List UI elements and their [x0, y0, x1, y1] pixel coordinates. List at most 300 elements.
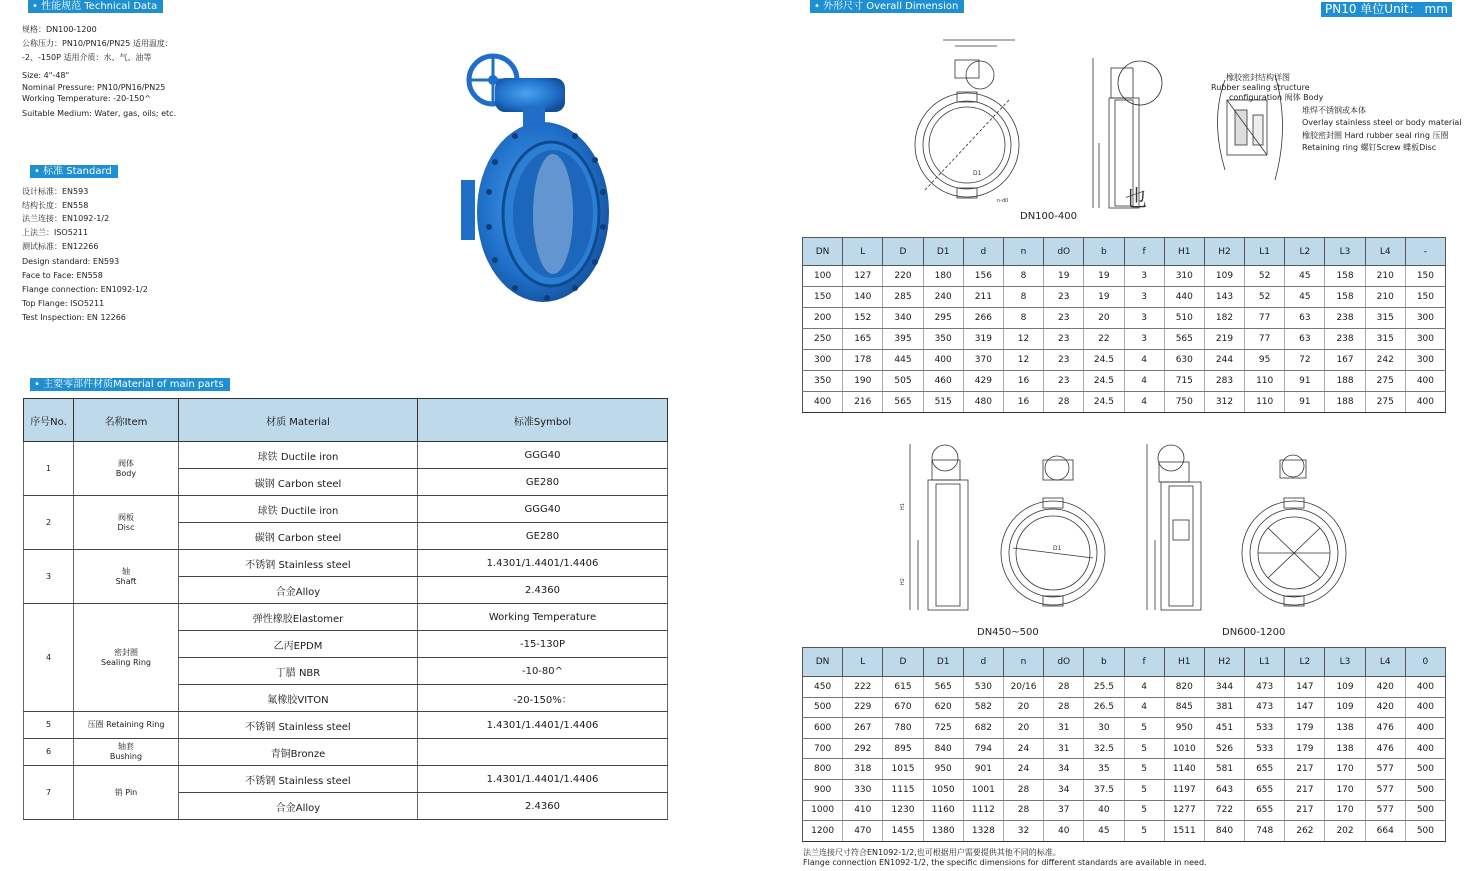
material-no-cell: 1 — [24, 442, 74, 496]
dimension-header-cell: f — [1124, 648, 1164, 677]
dimension-cell: 31 — [1044, 738, 1084, 759]
seal-legend-line: 橡胶密封圈 Hard rubber seal ring 压圈 — [1302, 131, 1449, 140]
dimension-cell: 158 — [1325, 266, 1365, 287]
dimension-cell: 1197 — [1164, 779, 1204, 800]
dimension-cell: 37.5 — [1084, 779, 1124, 800]
dimension-cell: 445 — [883, 350, 923, 371]
dimension-cell: 800 — [803, 759, 843, 780]
material-symbol-cell: 1.4301/1.4401/1.4406 — [418, 712, 668, 739]
dimension-cell: 77 — [1245, 329, 1285, 350]
dimension-header-cell: d — [963, 648, 1003, 677]
dimension-cell: 30 — [1084, 718, 1124, 739]
dimension-cell: 577 — [1365, 800, 1405, 821]
material-tag: • 主要零部件材质Material of main parts — [30, 378, 230, 391]
dimension-cell: 381 — [1204, 697, 1244, 718]
dimension-cell: 34 — [1044, 759, 1084, 780]
dimension-cell: 40 — [1044, 821, 1084, 842]
dimension-cell: 845 — [1164, 697, 1204, 718]
dimension-row — [803, 371, 1446, 392]
dimension-cell: 577 — [1365, 759, 1405, 780]
dimension-cell: 23 — [1044, 308, 1084, 329]
unit-tag: PN10 单位Unit： mm — [1321, 2, 1452, 17]
dimension-row — [803, 738, 1446, 759]
dimension-cell: 500 — [1405, 821, 1445, 842]
dimension-cell: 4 — [1124, 371, 1164, 392]
dimension-cell: 95 — [1245, 350, 1285, 371]
standard-tag: • 标准 Standard — [30, 165, 118, 178]
dimension-header-cell: - — [1405, 238, 1445, 266]
dimension-cell: 400 — [923, 350, 963, 371]
dimension-cell: 12 — [1003, 329, 1043, 350]
material-name-cell: 合金Alloy — [179, 577, 418, 604]
dimension-cell: 515 — [923, 392, 963, 413]
dimension-cell: 156 — [963, 266, 1003, 287]
dimension-cell: 1328 — [963, 821, 1003, 842]
svg-text:n-d0: n-d0 — [997, 198, 1009, 204]
dimension-cell: 4 — [1124, 392, 1164, 413]
dimension-row — [803, 350, 1446, 371]
caption-dn600-1200: DN600-1200 — [1222, 627, 1286, 638]
dimension-cell: 244 — [1204, 350, 1244, 371]
technical-data-line: Nominal Pressure: PN10/PN16/PN25 — [22, 83, 166, 92]
dimension-cell: 210 — [1365, 266, 1405, 287]
material-name-cell: 碳钢 Carbon steel — [179, 469, 418, 496]
technical-data-line: -2、-150P 适用介质：水、气、油等 — [22, 53, 152, 62]
standard-line: Design standard: EN593 — [22, 257, 120, 266]
dimension-cell: 700 — [803, 738, 843, 759]
material-symbol-cell: -20-150%： — [418, 685, 668, 712]
dimension-cell: 147 — [1285, 697, 1325, 718]
dimension-cell: 4 — [1124, 350, 1164, 371]
dimension-cell: 565 — [1164, 329, 1204, 350]
dimension-cell: 34 — [1044, 779, 1084, 800]
dimension-cell: 219 — [1204, 329, 1244, 350]
material-name-cell: 球铁 Ductile iron — [179, 442, 418, 469]
dimension-header-cell: L3 — [1325, 238, 1365, 266]
seal-legend-line: Retaining ring 螺钉Screw 蝶板Disc — [1302, 143, 1437, 152]
dimension-header-cell: L1 — [1245, 648, 1285, 677]
seal-legend-line: Rubber sealing structure — [1211, 83, 1310, 92]
dimension-cell: 400 — [1405, 738, 1445, 759]
dimension-cell: 300 — [1405, 329, 1445, 350]
dimension-cell: 655 — [1245, 759, 1285, 780]
dimension-cell: 420 — [1365, 697, 1405, 718]
material-no-cell: 2 — [24, 496, 74, 550]
material-no-cell: 7 — [24, 766, 74, 820]
dimension-cell: 1380 — [923, 821, 963, 842]
dimension-row — [803, 697, 1446, 718]
dimension-cell: 188 — [1325, 371, 1365, 392]
dimension-cell: 5 — [1124, 759, 1164, 780]
dimension-cell: 895 — [883, 738, 923, 759]
dimension-cell: 52 — [1245, 287, 1285, 308]
material-item-cell: 轴套 Bushing — [74, 739, 179, 766]
dimension-cell: 500 — [803, 697, 843, 718]
dn450-500-side-drawing — [900, 440, 980, 622]
dimension-cell: 170 — [1325, 800, 1365, 821]
material-symbol-cell: -15-130P — [418, 631, 668, 658]
dimension-cell: 1010 — [1164, 738, 1204, 759]
dimension-cell: 664 — [1365, 821, 1405, 842]
dimension-cell: 476 — [1365, 718, 1405, 739]
dimension-cell: 32.5 — [1084, 738, 1124, 759]
dimension-cell: 350 — [803, 371, 843, 392]
dimension-cell: 19 — [1084, 266, 1124, 287]
dn600-1200-front-drawing — [1238, 438, 1350, 618]
material-symbol-cell: 2.4360 — [418, 577, 668, 604]
material-name-cell: 球铁 Ductile iron — [179, 496, 418, 523]
standard-line: 设计标准：EN593 — [22, 187, 89, 196]
dimension-header-cell: L — [843, 238, 883, 266]
dimension-cell: 450 — [803, 677, 843, 698]
dimension-cell: 473 — [1245, 677, 1285, 698]
dimension-cell: 45 — [1285, 266, 1325, 287]
dimension-cell: 577 — [1365, 779, 1405, 800]
dimension-cell: 182 — [1204, 308, 1244, 329]
material-table-body — [24, 442, 668, 820]
dimension-cell: 1160 — [923, 800, 963, 821]
dimension-header-cell: H2 — [1204, 648, 1244, 677]
dimension-cell: 275 — [1365, 392, 1405, 413]
dimension-header-cell: D — [883, 238, 923, 266]
material-row — [24, 550, 668, 577]
dimension-cell: 460 — [923, 371, 963, 392]
dimension-row — [803, 392, 1446, 413]
dimension-cell: 950 — [1164, 718, 1204, 739]
dimension-cell: 220 — [883, 266, 923, 287]
dimension-cell: 750 — [1164, 392, 1204, 413]
dimension-cell: 620 — [923, 697, 963, 718]
dimension-cell: 582 — [963, 697, 1003, 718]
dimension-cell: 565 — [883, 392, 923, 413]
dimension-cell: 4 — [1124, 677, 1164, 698]
dimension-cell: 20 — [1084, 308, 1124, 329]
dimension-cell: 91 — [1285, 392, 1325, 413]
material-item-cell: 销 Pin — [74, 766, 179, 820]
material-no-cell: 3 — [24, 550, 74, 604]
material-symbol-cell: GGG40 — [418, 496, 668, 523]
dimension-cell: 23 — [1044, 350, 1084, 371]
technical-data-line: Size: 4"-48" — [22, 71, 70, 80]
dimension-cell: 395 — [883, 329, 923, 350]
dimension-cell: 170 — [1325, 779, 1365, 800]
svg-text:H2: H2 — [900, 578, 906, 585]
dimension-cell: 217 — [1285, 800, 1325, 821]
dimension-cell: 152 — [843, 308, 883, 329]
dimension-cell: 24 — [1003, 738, 1043, 759]
dimension-cell: 682 — [963, 718, 1003, 739]
dimension-cell: 72 — [1285, 350, 1325, 371]
dimension-cell: 190 — [843, 371, 883, 392]
dimension-row — [803, 800, 1446, 821]
dimension-header-cell: L4 — [1365, 648, 1405, 677]
dimension-cell: 500 — [1405, 779, 1445, 800]
dimension-header-cell: DN — [803, 238, 843, 266]
dimension-cell: 3 — [1124, 287, 1164, 308]
standard-line: Face to Face: EN558 — [22, 271, 103, 280]
dimension-cell: 167 — [1325, 350, 1365, 371]
material-no-cell: 6 — [24, 739, 74, 766]
material-row — [24, 442, 668, 469]
dimension-cell: 109 — [1204, 266, 1244, 287]
material-symbol-cell: GE280 — [418, 469, 668, 496]
dimension-cell: 283 — [1204, 371, 1244, 392]
dimension-cell: 840 — [923, 738, 963, 759]
dimension-header-cell: f — [1124, 238, 1164, 266]
seal-legend-line: 堆焊不锈钢或本体 — [1302, 106, 1366, 115]
dimension-header-cell: L3 — [1325, 648, 1365, 677]
dimension-header-cell: H1 — [1164, 238, 1204, 266]
dimension-cell: 63 — [1285, 329, 1325, 350]
material-name-cell: 合金Alloy — [179, 793, 418, 820]
dimension-cell: 440 — [1164, 287, 1204, 308]
material-item-cell: 压圈 Retaining Ring — [74, 712, 179, 739]
svg-text:D1: D1 — [973, 170, 982, 177]
material-name-cell: 不锈钢 Stainless steel — [179, 766, 418, 793]
dimension-cell: 950 — [923, 759, 963, 780]
dimension-cell: 211 — [963, 287, 1003, 308]
dimension-cell: 300 — [1405, 350, 1445, 371]
dimension-cell: 32 — [1003, 821, 1043, 842]
dimension-cell: 400 — [1405, 392, 1445, 413]
standard-line: Top Flange: ISO5211 — [22, 299, 105, 308]
dimension-cell: 242 — [1365, 350, 1405, 371]
dimension-cell: 16 — [1003, 371, 1043, 392]
dimension-cell: 52 — [1245, 266, 1285, 287]
dimension-cell: 109 — [1325, 697, 1365, 718]
material-item-cell: 阀板 Disc — [74, 496, 179, 550]
technical-data-line: Working Temperature: -20-150^ — [22, 94, 152, 103]
dimension-header-cell: n — [1003, 648, 1043, 677]
dimension-row — [803, 287, 1446, 308]
dimension-cell: 1001 — [963, 779, 1003, 800]
dimension-cell: 350 — [923, 329, 963, 350]
dimension-cell: 5 — [1124, 738, 1164, 759]
dimension-cell: 840 — [1204, 821, 1244, 842]
dimension-cell: 581 — [1204, 759, 1244, 780]
material-row — [24, 496, 668, 523]
dimension-cell: 510 — [1164, 308, 1204, 329]
dimension-cell: 1277 — [1164, 800, 1204, 821]
material-name-cell: 氟橡胶VITON — [179, 685, 418, 712]
dimension-header-cell: n — [1003, 238, 1043, 266]
dimension-cell: 20 — [1003, 697, 1043, 718]
dimension-cell: 5 — [1124, 718, 1164, 739]
dimension-row — [803, 821, 1446, 842]
dimension-cell: 3 — [1124, 308, 1164, 329]
butterfly-valve-photo — [455, 52, 615, 310]
dimension-cell: 1112 — [963, 800, 1003, 821]
dimension-table-dn100-400 — [802, 237, 1446, 413]
dimension-cell: 400 — [1405, 677, 1445, 698]
dimension-cell: 400 — [1405, 371, 1445, 392]
material-row — [24, 604, 668, 631]
dimension-header-cell: d — [963, 238, 1003, 266]
dimension-cell: 22 — [1084, 329, 1124, 350]
dimension-header-cell: L2 — [1285, 238, 1325, 266]
dimension-cell: 8 — [1003, 266, 1043, 287]
dimension-cell: 8 — [1003, 308, 1043, 329]
dimension-cell: 45 — [1084, 821, 1124, 842]
material-row — [24, 739, 668, 766]
dimension-table-body — [803, 266, 1446, 413]
dimension-cell: 26.5 — [1084, 697, 1124, 718]
dimension-cell: 28 — [1044, 392, 1084, 413]
dimension-cell: 722 — [1204, 800, 1244, 821]
dimension-cell: 23 — [1044, 287, 1084, 308]
dimension-cell: 1000 — [803, 800, 843, 821]
technical-data-line: Suitable Medium: Water, gas, oils; etc. — [22, 109, 177, 118]
dimension-cell: 240 — [923, 287, 963, 308]
dimension-header-cell: D1 — [923, 648, 963, 677]
material-name-cell: 不锈钢 Stainless steel — [179, 712, 418, 739]
dimension-cell: 222 — [843, 677, 883, 698]
dimension-cell: 202 — [1325, 821, 1365, 842]
dimension-header-cell: H2 — [1204, 238, 1244, 266]
dimension-row — [803, 759, 1446, 780]
material-symbol-cell: GGG40 — [418, 442, 668, 469]
dimension-cell: 565 — [923, 677, 963, 698]
dimension-cell: 127 — [843, 266, 883, 287]
dimension-cell: 900 — [803, 779, 843, 800]
dimension-cell: 275 — [1365, 371, 1405, 392]
dimension-cell: 533 — [1245, 718, 1285, 739]
dimension-cell: 655 — [1245, 800, 1285, 821]
standard-line: 结构长度：EN558 — [22, 201, 89, 210]
dimension-cell: 19 — [1084, 287, 1124, 308]
dimension-cell: 28 — [1044, 697, 1084, 718]
dimension-cell: 429 — [963, 371, 1003, 392]
dimension-cell: 1230 — [883, 800, 923, 821]
dimension-row — [803, 718, 1446, 739]
dimension-header-cell: b — [1084, 648, 1124, 677]
dimension-cell: 1015 — [883, 759, 923, 780]
dimension-cell: 410 — [843, 800, 883, 821]
material-no-cell: 5 — [24, 712, 74, 739]
dimension-cell: 23 — [1044, 329, 1084, 350]
dimension-cell: 400 — [1405, 718, 1445, 739]
dimension-cell: 715 — [1164, 371, 1204, 392]
seal-legend-line: configuration 阀体 Body — [1229, 93, 1324, 102]
flange-note-cn: 法兰连接尺寸符合EN1092-1/2,也可根据用户需要提供其他不同的标准。 — [803, 848, 1061, 857]
dimension-cell: 300 — [803, 350, 843, 371]
header-material: 材质 Material — [179, 399, 418, 442]
material-symbol-cell: 2.4360 — [418, 793, 668, 820]
dimension-cell: 748 — [1245, 821, 1285, 842]
dimension-cell: 8 — [1003, 287, 1043, 308]
caption-dn100-400: DN100-400 — [1020, 211, 1077, 222]
dimension-cell: 643 — [1204, 779, 1244, 800]
dimension-cell: 138 — [1325, 718, 1365, 739]
dimension-cell: 45 — [1285, 287, 1325, 308]
dimension-cell: 138 — [1325, 738, 1365, 759]
dimension-cell: 12 — [1003, 350, 1043, 371]
dimension-cell: 4 — [1124, 697, 1164, 718]
material-no-cell: 4 — [24, 604, 74, 712]
dimension-cell: 210 — [1365, 287, 1405, 308]
svg-text:H1: H1 — [900, 503, 906, 510]
dimension-table-dn450-1200 — [802, 647, 1446, 842]
dimension-cell: 505 — [883, 371, 923, 392]
dimension-cell: 292 — [843, 738, 883, 759]
dimension-cell: 500 — [1405, 800, 1445, 821]
dimension-cell: 20 — [1003, 718, 1043, 739]
dimension-cell: 630 — [1164, 350, 1204, 371]
dimension-cell: 37 — [1044, 800, 1084, 821]
dimension-cell: 319 — [963, 329, 1003, 350]
dimension-cell: 400 — [803, 392, 843, 413]
dimension-cell: 1200 — [803, 821, 843, 842]
dimension-cell: 179 — [1285, 718, 1325, 739]
standard-line: Test Inspection: EN 12266 — [22, 313, 126, 322]
dimension-header-cell: D1 — [923, 238, 963, 266]
dimension-cell: 794 — [963, 738, 1003, 759]
dimension-cell: 400 — [1405, 697, 1445, 718]
dimension-cell: 526 — [1204, 738, 1244, 759]
dimension-cell: 165 — [843, 329, 883, 350]
dimension-cell: 19 — [1044, 266, 1084, 287]
dimension-cell: 178 — [843, 350, 883, 371]
dimension-cell: 312 — [1204, 392, 1244, 413]
dimension-cell: 217 — [1285, 779, 1325, 800]
dimension-cell: 655 — [1245, 779, 1285, 800]
dimension-cell: 109 — [1325, 677, 1365, 698]
technical-data-line: 公称压力：PN10/PN16/PN25 适用温度： — [22, 39, 173, 48]
dimension-header-row — [803, 238, 1446, 266]
dimension-cell: 200 — [803, 308, 843, 329]
dimension-cell: 295 — [923, 308, 963, 329]
dimension-cell: 77 — [1245, 308, 1285, 329]
dimension-cell: 344 — [1204, 677, 1244, 698]
dimension-cell: 310 — [1164, 266, 1204, 287]
dimension-cell: 28 — [1003, 779, 1043, 800]
material-name-cell: 弹性橡胶Elastomer — [179, 604, 418, 631]
dimension-header-row — [803, 648, 1446, 677]
dimension-cell: 315 — [1365, 329, 1405, 350]
dimension-header-cell: L4 — [1365, 238, 1405, 266]
dimension-row — [803, 266, 1446, 287]
seal-legend-line: Overlay stainless steel or body material — [1302, 118, 1462, 127]
dimension-header-cell: b — [1084, 238, 1124, 266]
dimension-cell: 725 — [923, 718, 963, 739]
dimension-cell: 188 — [1325, 392, 1365, 413]
dimension-cell: 600 — [803, 718, 843, 739]
material-name-cell: 青铜Bronze — [179, 739, 418, 766]
dimension-cell: 170 — [1325, 759, 1365, 780]
dimension-cell: 35 — [1084, 759, 1124, 780]
dimension-cell: 1115 — [883, 779, 923, 800]
dimension-cell: 28 — [1044, 677, 1084, 698]
dimension-cell: 150 — [1405, 266, 1445, 287]
dimension-cell: 451 — [1204, 718, 1244, 739]
dimension-cell: 179 — [1285, 738, 1325, 759]
dimension-cell: 262 — [1285, 821, 1325, 842]
dimension-table-body — [803, 677, 1446, 842]
dimension-cell: 1455 — [883, 821, 923, 842]
dimension-cell: 147 — [1285, 677, 1325, 698]
dimension-row — [803, 308, 1446, 329]
svg-text:D1: D1 — [1053, 545, 1062, 552]
dimension-cell: 266 — [963, 308, 1003, 329]
dimension-cell: 23 — [1044, 371, 1084, 392]
material-symbol-cell: -10-80^ — [418, 658, 668, 685]
dimension-cell: 530 — [963, 677, 1003, 698]
dimension-cell: 300 — [1405, 308, 1445, 329]
dn100-400-front-drawing — [905, 30, 1025, 220]
dimension-header-cell: 0 — [1405, 648, 1445, 677]
standard-line: Flange connection: EN1092-1/2 — [22, 285, 148, 294]
dimension-cell: 20/16 — [1003, 677, 1043, 698]
